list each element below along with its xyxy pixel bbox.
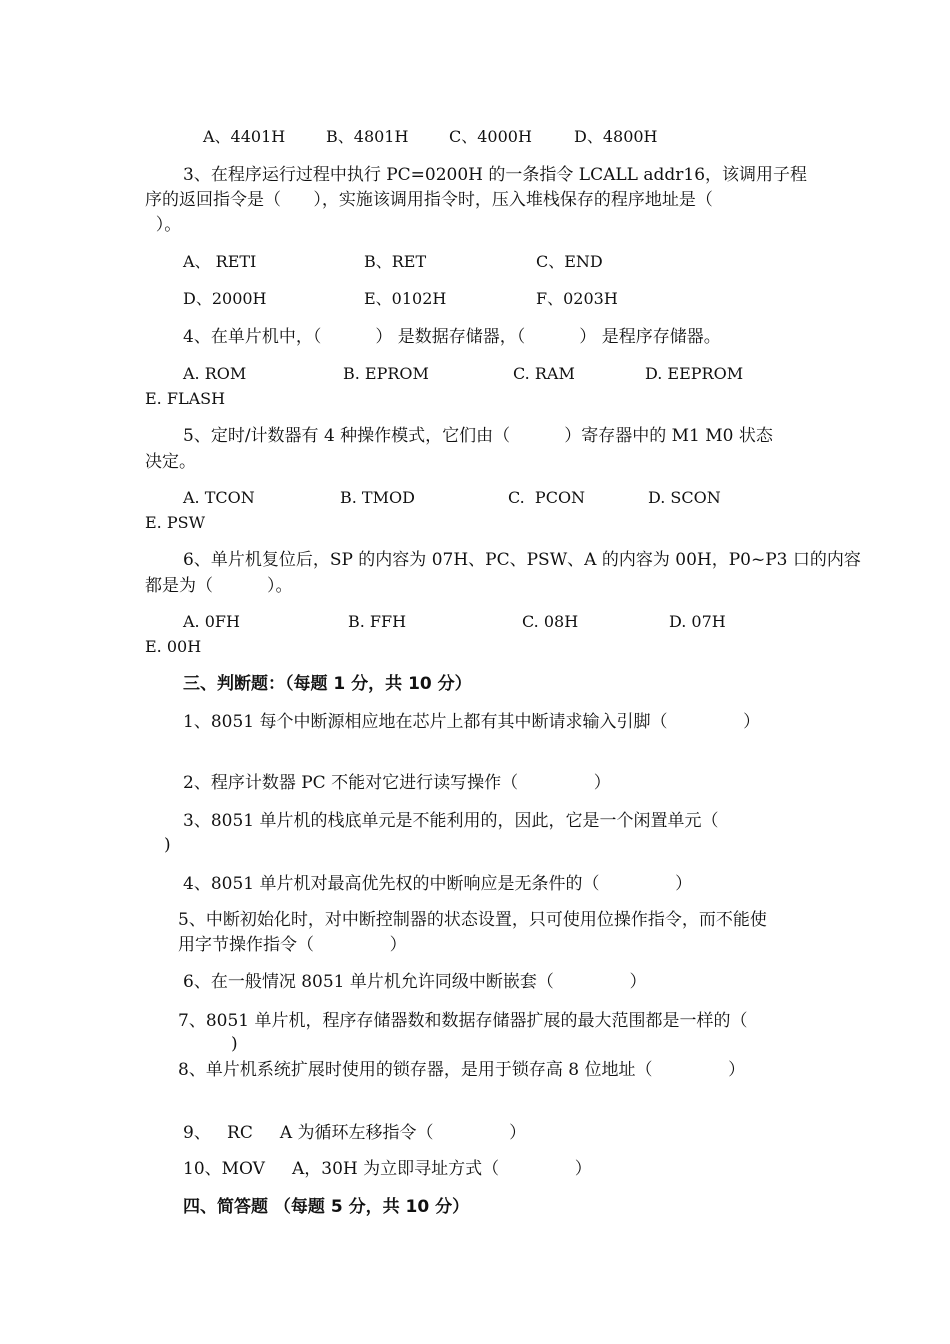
judgment-2: 2、程序计数器 PC 不能对它进行读写操作（ ） bbox=[183, 773, 611, 793]
q6-option-e: E. 00H bbox=[145, 637, 202, 656]
judgment-10: 10、MOV A，30H 为立即寻址方式（ ） bbox=[183, 1159, 592, 1179]
q5-option-d: D. SCON bbox=[648, 488, 721, 507]
q3-option-c: C、END bbox=[536, 252, 603, 271]
q4-option-e: E. FLASH bbox=[145, 389, 226, 408]
q3-option-d: D、2000H bbox=[183, 289, 267, 308]
q6-option-c: C. 08H bbox=[522, 612, 579, 631]
q6-option-a: A. 0FH bbox=[183, 612, 240, 631]
judgment-9: 9、 RC A 为循环左移指令（ ） bbox=[183, 1123, 527, 1143]
judgment-4: 4、8051 单片机对最高优先权的中断响应是无条件的（ ） bbox=[183, 874, 693, 894]
q5-line2: 决定。 bbox=[145, 452, 196, 472]
judgment-5-line2: 用字节操作指令（ ） bbox=[178, 935, 407, 955]
q5-line1: 5、定时/计数器有 4 种操作模式，它们由（ ）寄存器中的 M1 M0 状态 bbox=[183, 426, 773, 446]
judgment-1: 1、8051 每个中断源相应地在芯片上都有其中断请求输入引脚（ ） bbox=[183, 712, 761, 732]
q3-option-e: E、0102H bbox=[364, 289, 447, 308]
q6-option-d: D. 07H bbox=[669, 612, 726, 631]
q3-line2: 序的返回指令是（ ），实施该调用指令时，压入堆栈保存的程序地址是（ bbox=[145, 190, 713, 210]
q5-option-b: B. TMOD bbox=[340, 488, 415, 507]
q2-option-b: B、4801H bbox=[326, 127, 409, 146]
q5-option-a: A. TCON bbox=[183, 488, 255, 507]
q4-option-c: C. RAM bbox=[513, 364, 575, 383]
q3-option-a: A、 RETI bbox=[183, 252, 257, 271]
q2-option-c: C、4000H bbox=[449, 127, 532, 146]
q3-option-b: B、RET bbox=[364, 252, 427, 271]
q6-line1: 6、单片机复位后，SP 的内容为 07H、PC、PSW、A 的内容为 00H，P0~P3 口的内容 bbox=[183, 550, 861, 570]
q5-option-c: C. PCON bbox=[508, 488, 586, 507]
q6-option-b: B. FFH bbox=[348, 612, 407, 631]
judgment-7-line2: ) bbox=[231, 1034, 238, 1054]
q5-option-e: E. PSW bbox=[145, 513, 206, 532]
q4-option-a: A. ROM bbox=[183, 364, 247, 383]
judgment-6: 6、在一般情况 8051 单片机允许同级中断嵌套（ ） bbox=[183, 972, 647, 992]
q2-option-d: D、4800H bbox=[574, 127, 658, 146]
judgment-5-line1: 5、中断初始化时，对中断控制器的状态设置，只可使用位操作指令，而不能使 bbox=[178, 910, 767, 930]
q4-option-d: D. EEPROM bbox=[645, 364, 744, 383]
judgment-8: 8、单片机系统扩展时使用的锁存器，是用于锁存高 8 位地址（ ） bbox=[178, 1060, 746, 1080]
q3-option-f: F、0203H bbox=[536, 289, 618, 308]
q6-line2: 都是为（ ）。 bbox=[145, 576, 293, 596]
section3-title: 三、判断题：（每题 1 分，共 10 分） bbox=[183, 674, 472, 694]
q4-option-b: B. EPROM bbox=[343, 364, 429, 383]
judgment-3-line1: 3、8051 单片机的栈底单元是不能利用的，因此，它是一个闲置单元（ bbox=[183, 811, 719, 831]
q2-option-a: A、4401H bbox=[203, 127, 286, 146]
judgment-3-line2: ) bbox=[164, 835, 171, 855]
judgment-7-line1: 7、8051 单片机，程序存储器数和数据存储器扩展的最大范围都是一样的（ bbox=[178, 1011, 748, 1031]
q3-line3: ）。 bbox=[145, 215, 182, 235]
q3-line1: 3、在程序运行过程中执行 PC=0200H 的一条指令 LCALL addr16，该调用子程 bbox=[183, 165, 808, 185]
section4-title: 四、简答题 （每题 5 分，共 10 分） bbox=[183, 1197, 470, 1217]
q4-line1: 4、在单片机中，（ ） 是数据存储器，（ ） 是程序存储器。 bbox=[183, 327, 721, 347]
